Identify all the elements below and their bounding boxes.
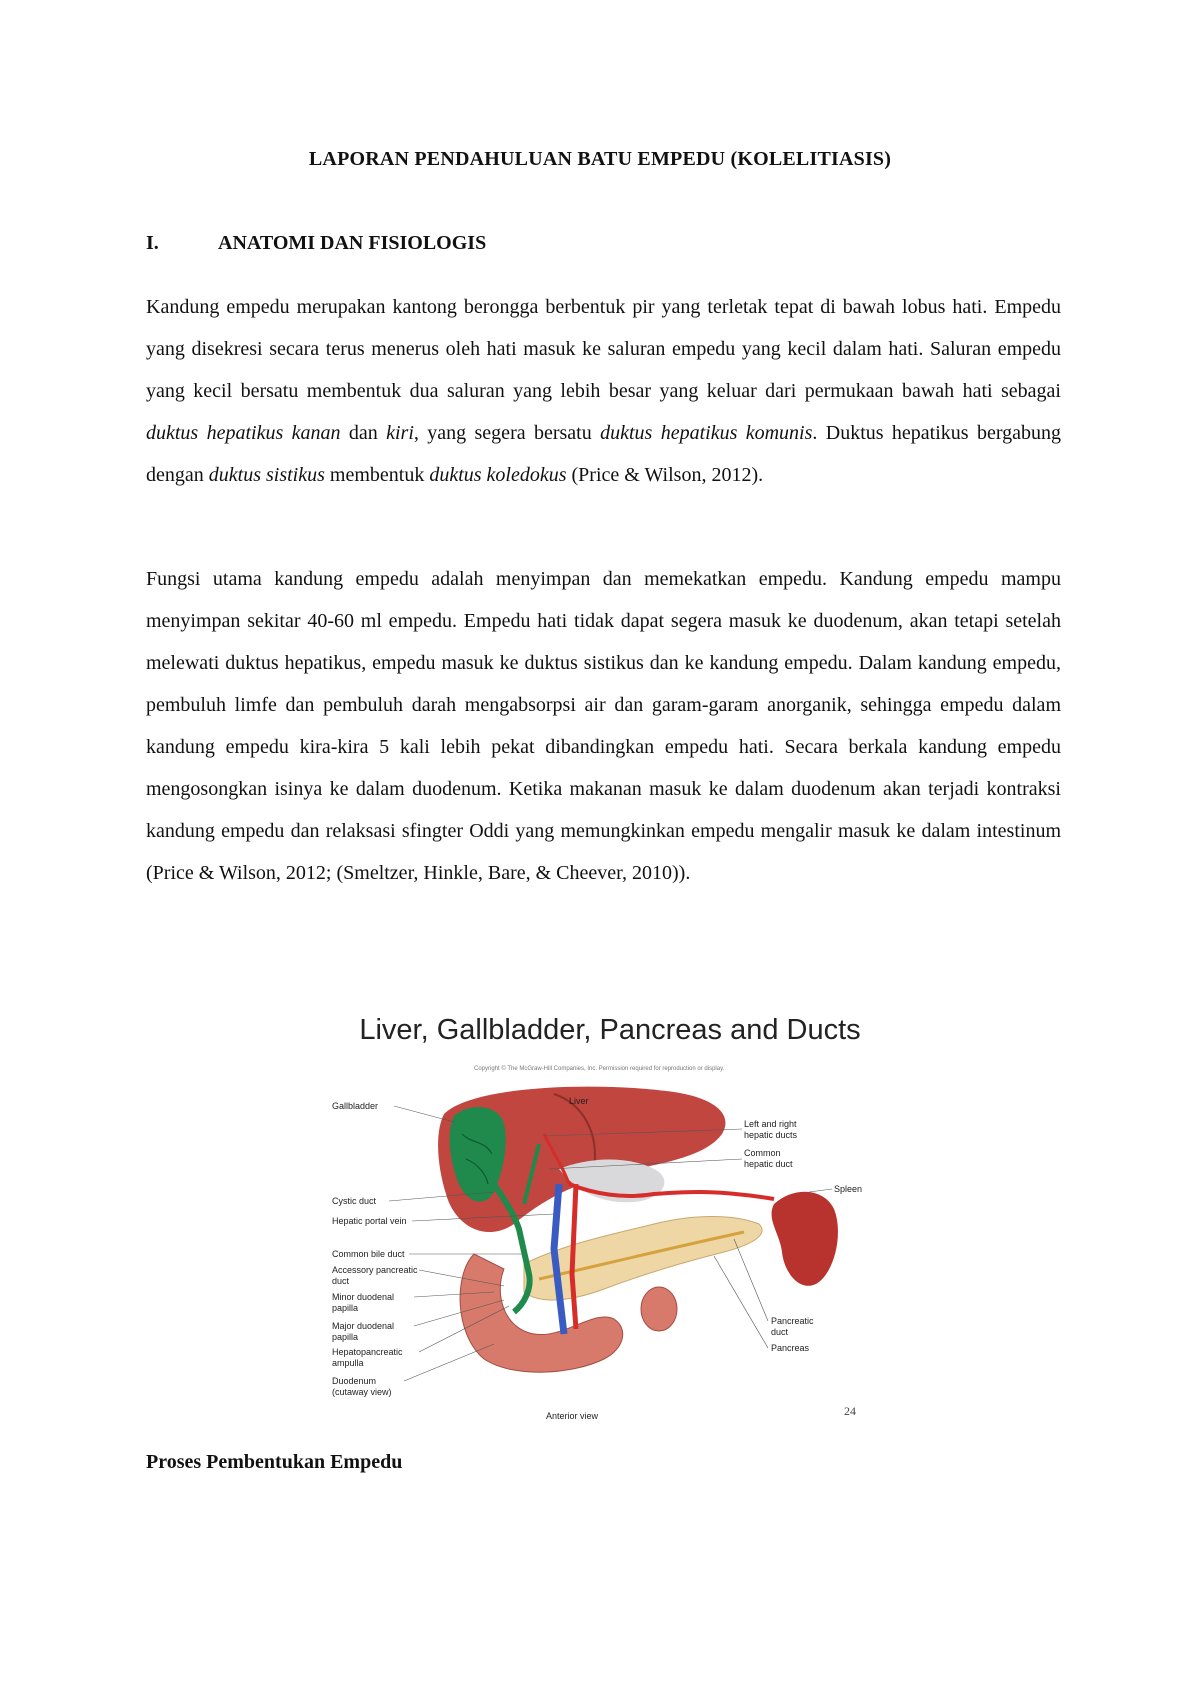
anatomy-illustration xyxy=(332,1074,866,1434)
left-labels xyxy=(332,1101,418,1397)
label-minor-duodenal: Minor duodenal xyxy=(332,1292,395,1302)
label-duodenum: Duodenum xyxy=(332,1376,377,1386)
view-label: Anterior view xyxy=(546,1411,599,1421)
liver-label: Liver xyxy=(569,1096,589,1106)
document-title: LAPORAN PENDAHULUAN BATU EMPEDU (KOLELITIASIS) xyxy=(308,148,892,170)
section-title: ANATOMI DAN FISIOLOGIS xyxy=(218,232,487,254)
label-pancreas: Pancreas xyxy=(771,1343,810,1353)
label-common: Common xyxy=(744,1148,781,1158)
page-number: 24 xyxy=(844,1404,856,1418)
label-common-bile-duct: Common bile duct xyxy=(332,1249,405,1259)
label-common-hepatic-duct: hepatic duct xyxy=(744,1159,793,1169)
label-gallbladder: Gallbladder xyxy=(332,1101,379,1111)
paragraph-function: Fungsi utama kandung empedu adalah menyimpan dan memekatkan empedu. Kandung empedu mampu menyimpan sekitar 40-60 ml empedu. Empedu hati tidak dapat segera masuk ke duodenum, akan tetapi setelah melewati duktus hepatikus, empedu masuk ke duktus sistikus dan ke kandung empedu. Dalam kandung empedu, pembuluh limfe dan pembuluh darah mengabsorpsi air dan garam-garam anorganik, sehingga empedu dalam kandung empedu kira-kira 5 kali lebih pekat dibandingkan empedu hati. Secara berkala kandung empedu mengosongkan isinya ke dalam duodenum. Ketika makanan masuk ke dalam duodenum akan terjadi kontraksi kandung empedu dan relaksasi sfingter Oddi yang memungkinkan empedu mengalir masuk ke dalam intestinum (Price & Wilson, 2012; (Smeltzer, Hinkle, Bare, & Cheever, 2010)). xyxy=(146,568,1061,884)
label-hepatic-portal-vein: Hepatic portal vein xyxy=(332,1216,407,1226)
figure-title: Liver, Gallbladder, Pancreas and Ducts xyxy=(359,1014,861,1046)
label-hepatic-ducts: hepatic ducts xyxy=(744,1130,798,1140)
paragraph-anatomy: Kandung empedu merupakan kantong berongga berbentuk pir yang terletak tepat di bawah lobus hati. Empedu yang disekresi secara terus menerus oleh hati masuk ke saluran empedu yang kecil dalam hati. Saluran empedu yang kecil bersatu membentuk dua saluran yang lebih besar yang keluar dari permukaan bawah hati sebagai duktus hepatikus kanan dan kiri, yang segera bersatu duktus hepatikus komunis. Duktus hepatikus bergabung dengan duktus sistikus membentuk duktus koledokus (Price & Wilson, 2012). xyxy=(146,296,1061,486)
section-number: I. xyxy=(146,232,159,254)
label-pancreatic: Pancreatic xyxy=(771,1316,814,1326)
subheading-bile-formation: Proses Pembentukan Empedu xyxy=(146,1451,403,1473)
label-left-right: Left and right xyxy=(744,1119,797,1129)
label-cutaway-view: (cutaway view) xyxy=(332,1387,392,1397)
label-pancreatic-duct: duct xyxy=(771,1327,789,1337)
label-spleen: Spleen xyxy=(834,1184,863,1194)
label-accessory-pancreatic: Accessory pancreatic xyxy=(332,1265,418,1275)
label-major-papilla: papilla xyxy=(332,1332,359,1342)
figure-copyright: Copyright © The McGraw-Hill Companies, Inc. Permission required for reproduction or display. xyxy=(474,1066,725,1072)
label-accessory-duct: duct xyxy=(332,1276,350,1286)
anatomy-figure xyxy=(332,1014,866,1434)
label-ampulla: ampulla xyxy=(332,1358,364,1368)
label-major-duodenal: Major duodenal xyxy=(332,1321,395,1331)
label-minor-papilla: papilla xyxy=(332,1303,359,1313)
label-hepatopancreatic: Hepatopancreatic xyxy=(332,1347,403,1357)
label-cystic-duct: Cystic duct xyxy=(332,1196,377,1206)
